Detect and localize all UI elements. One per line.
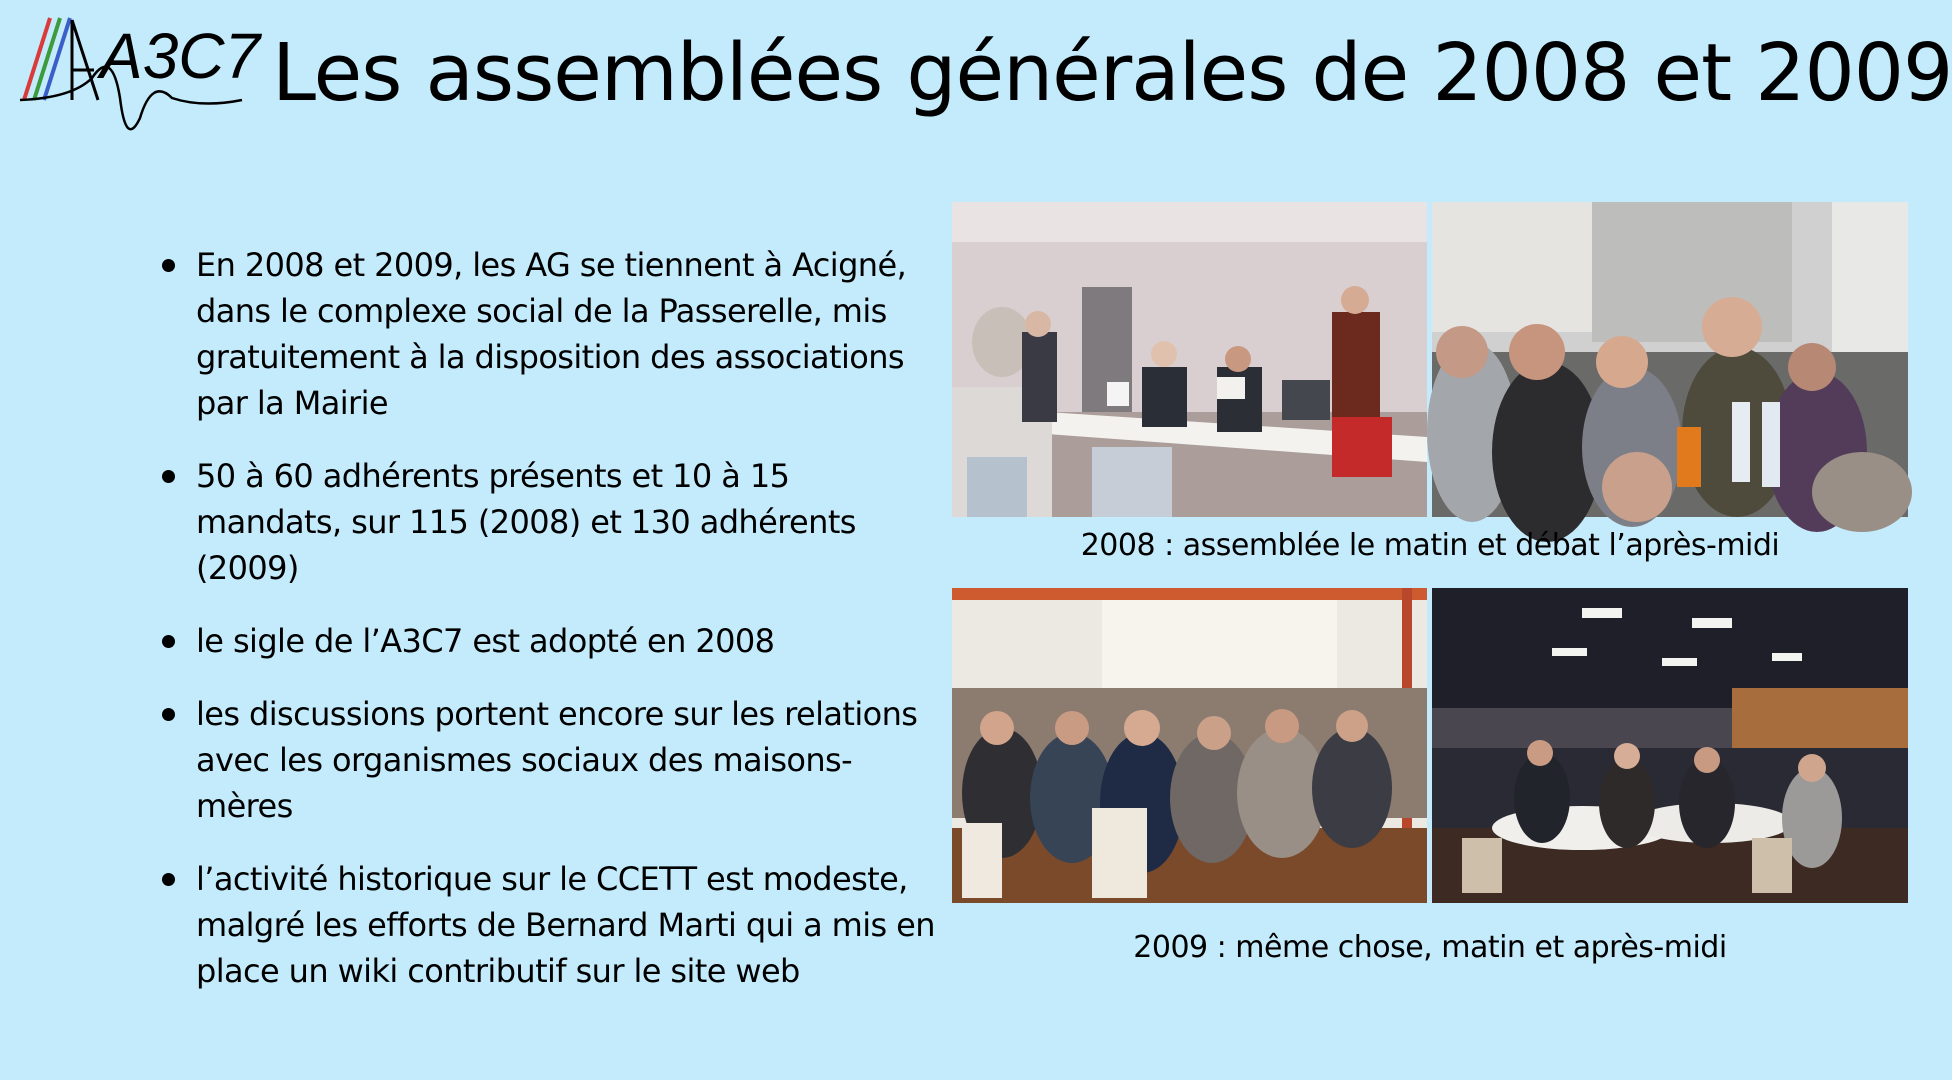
bullet-item <box>160 242 940 426</box>
bullet-item <box>160 618 940 664</box>
bullet-item <box>160 453 940 591</box>
bullet-dot-icon <box>162 259 175 272</box>
slide-title: Les assemblées générales de 2008 et 2009 <box>272 27 1952 119</box>
bullet-dot-icon <box>162 708 175 721</box>
bullet-text: les discussions portent encore sur les relations avec les organismes sociaux des maisons-mères <box>196 695 918 825</box>
bullet-text: En 2008 et 2009, les AG se tiennent à Acigné, dans le complexe social de la Passerelle, mis gratuitement à la disposition des associations par la Mairie <box>196 246 907 422</box>
a3c7-logo <box>12 8 261 148</box>
photo-2008-debate <box>1432 202 1908 517</box>
photo-2008-meeting <box>952 202 1427 517</box>
bullet-text: 50 à 60 adhérents présents et 10 à 15 mandats, sur 115 (2008) et 130 adhérents (2009) <box>196 457 856 587</box>
bullet-dot-icon <box>162 873 175 886</box>
bullet-dot-icon <box>162 635 175 648</box>
photo-2009-hall <box>1432 588 1908 903</box>
caption-2008: 2008 : assemblée le matin et débat l’après-midi <box>1080 528 1780 563</box>
bullet-dot-icon <box>162 470 175 483</box>
photo-2009-audience <box>952 588 1427 903</box>
bullet-list <box>160 242 940 1021</box>
caption-2009: 2009 : même chose, matin et après-midi <box>1133 930 1727 965</box>
bullet-text: le sigle de l’A3C7 est adopté en 2008 <box>196 622 775 660</box>
bullet-item <box>160 691 940 829</box>
logo-text: A3C7 <box>100 20 261 92</box>
bullet-item <box>160 856 940 994</box>
bullet-text: l’activité historique sur le CCETT est modeste, malgré les efforts de Bernard Marti qui a mis en place un wiki contributif sur le site web <box>196 860 935 990</box>
